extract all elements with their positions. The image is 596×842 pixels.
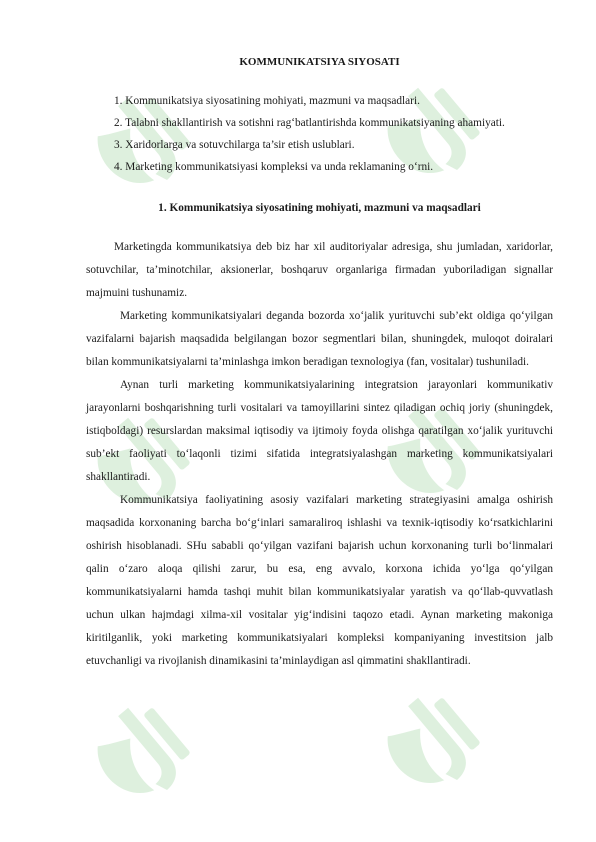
body-paragraph: Aynan turli marketing kommunikatsiyalarining integratsion jarayonlari kommunikativ jarayonlarni boshqarishning turli vositalari va tamoyillarini sintez qiladigan ochiq joriy (shuningdek, istiqboldagi) resurslardan maksimal iqtisodiy va ijtimoiy foyda olishga qaratilgan xo‘jalik yurituvchi sub’ekt faoliyati to‘laqonli tizimi sifatida integratsiyalashgan marketing kommunikatsiyalari shakllantiradi.: [86, 379, 553, 483]
watermark-logo-icon: [70, 680, 210, 820]
watermark-logo-icon: [360, 670, 500, 810]
toc-item: 3. Xaridorlarga va sotuvchilarga ta’sir etish uslublari.: [114, 139, 355, 151]
toc-item: 1. Kommunikatsiya siyosatining mohiyati, mazmuni va maqsadlari.: [114, 95, 420, 107]
table-of-contents: [86, 90, 553, 178]
toc-item: 2. Talabni shakllantirish va sotishni rag‘batlantirishda kommunikatsiyaning ahamiyati.: [114, 117, 505, 129]
document-page: [86, 56, 553, 673]
toc-item: 4. Marketing kommunikatsiyasi kompleksi va unda reklamaning o‘rni.: [114, 161, 434, 173]
body-paragraph: Marketingda kommunikatsiya deb biz har xil auditoriyalar adresiga, shu jumladan, xaridorlar, sotuvchilar, ta’minotchilar, aksionerlar, boshqaruv organlariga firmadan yuboriladigan signallar majmuini tushunamiz.: [86, 241, 553, 299]
section-heading: 1. Kommunikatsiya siyosatining mohiyati, mazmuni va maqsadlari: [158, 202, 481, 214]
document-title: KOMMUNIKATSIYA SIYOSATI: [239, 56, 400, 68]
body-paragraph: Kommunikatsiya faoliyatining asosiy vazifalari marketing strategiyasini amalga oshirish maqsadida korxonaning barcha bo‘g‘inlari samaraliroq ishlashi va texnik-iqtisodiy ko‘rsatkichlarini oshirish hisoblanadi. SHu sababli qo‘yilgan vazifani bajarish uchun korxonaning turli bo‘linmalari qalin o‘zaro aloqa qilishi zarur, bu esa, eng avvalo, korxona ichida yo‘lga qo‘yilgan kommunikatsiyalarni hamda tashqi muhit bilan kommunikatsiyalar yaratish va qo‘llab-quvvatlash uchun ulkan hajmdagi xilma-xil vositalar yig‘indisini taqozo etadi. Aynan marketing makoniga kiritilganlik, yoki marketing kommunikatsiyalari kompleksi kompaniyaning investitsion jalb etuvchanligi va rivojlanish dinamikasini ta’minlaydigan asl qimmatini shakllantiradi.: [86, 494, 553, 667]
body-paragraph: Marketing kommunikatsiyalari deganda bozorda xo‘jalik yurituvchi sub’ekt oldiga qo‘yilgan vazifalarni bajarish maqsadida belgilangan bozor segmentlari bilan, shuningdek, muloqot doiralari bilan kommunikatsiyalarni ta’minlashga imkon beradigan texnologiya (fan, vositalar) tushuniladi.: [86, 310, 553, 368]
section-body: [86, 236, 553, 673]
